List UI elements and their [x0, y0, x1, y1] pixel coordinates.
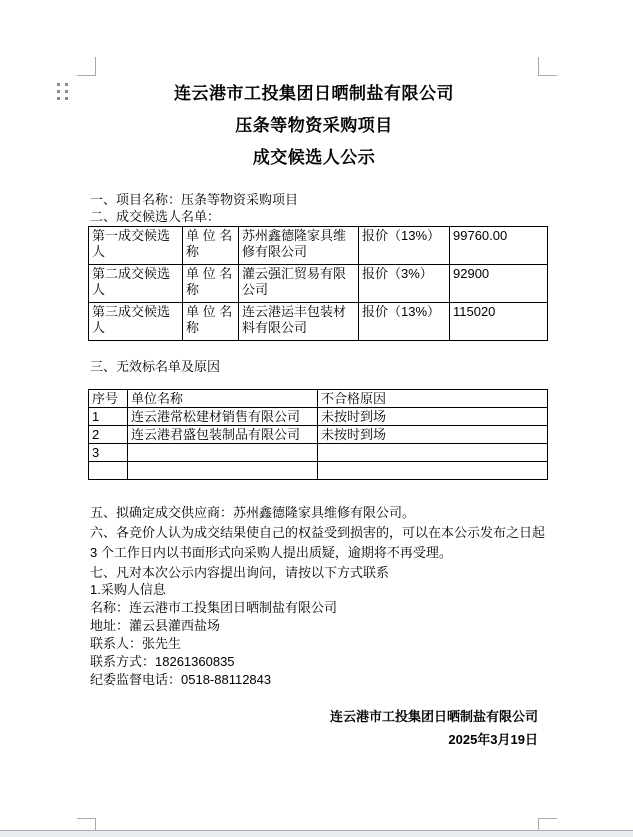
- company-cell: 苏州鑫德隆家具维修有限公司: [239, 227, 359, 265]
- doc-title-company: 连云港市工投集团日晒制盐有限公司: [174, 84, 454, 103]
- section-candidates-heading: 二、成交候选人名单：: [90, 209, 221, 224]
- unit-label-cell: 单 位 名 称: [183, 265, 239, 303]
- purchaser-heading: 1.采购人信息: [90, 582, 166, 597]
- quote-label-cell: 报价（13%）: [359, 303, 450, 341]
- table-row: [89, 462, 548, 480]
- reason-cell: [318, 444, 548, 462]
- margin-mark-top-left: [77, 57, 96, 76]
- amount-cell: 92900: [450, 265, 548, 303]
- signature-date: 2025年3月19日: [448, 732, 538, 747]
- quote-label-cell: 报价（3%）: [359, 265, 450, 303]
- table-row: [89, 444, 548, 462]
- table-row: [89, 426, 548, 444]
- seq-cell: 2: [89, 426, 128, 444]
- margin-mark-bottom-left: [77, 818, 96, 831]
- table-row: [89, 227, 548, 265]
- table-row: [89, 303, 548, 341]
- unit-label-cell: 单 位 名 称: [183, 303, 239, 341]
- title-block: [88, 78, 540, 174]
- notice-paragraphs: [90, 503, 545, 583]
- section-inquiry: 七、凡对本次公示内容提出询问，请按以下方式联系: [90, 565, 390, 580]
- margin-mark-top-right: [538, 57, 557, 76]
- doc-title-project: 压条等物资采购项目: [235, 116, 393, 135]
- seq-cell: 1: [89, 408, 128, 426]
- company-cell: 灌云强汇贸易有限公司: [239, 265, 359, 303]
- table-row: [89, 408, 548, 426]
- section-objection-line1: 六、各竞价人认为成交结果使自己的权益受到损害的，可以在本公示发布之日起: [90, 525, 546, 540]
- unit-label-cell: 单 位 名 称: [183, 227, 239, 265]
- drag-handle-icon[interactable]: [57, 83, 68, 101]
- company-cell: [128, 444, 318, 462]
- purchaser-info: [90, 581, 337, 689]
- doc-title-announcement: 成交候选人公示: [252, 148, 376, 167]
- candidate-rank-cell: 第二成交候选人: [89, 265, 183, 303]
- table-row: [89, 265, 548, 303]
- reason-cell: [318, 462, 548, 480]
- header-unit: 单位名称: [128, 390, 318, 408]
- reason-cell: 未按时到场: [318, 426, 548, 444]
- signature-block: [88, 705, 538, 751]
- section-supplier: 五、拟确定成交供应商：苏州鑫德隆家具维修有限公司。: [90, 505, 416, 520]
- signature-company: 连云港市工投集团日晒制盐有限公司: [329, 709, 538, 724]
- seq-cell: 3: [89, 444, 128, 462]
- company-cell: [128, 462, 318, 480]
- section-objection-line2: 3 个工作日内以书面形式向采购人提出质疑，逾期将不再受理。: [90, 545, 452, 560]
- section-invalid-heading: 三、无效标名单及原因: [90, 359, 221, 374]
- candidate-rank-cell: 第一成交候选人: [89, 227, 183, 265]
- seq-cell: [89, 462, 128, 480]
- header-seq: 序号: [89, 390, 128, 408]
- purchaser-contact: 联系人：张先生: [90, 636, 182, 651]
- quote-label-cell: 报价（13%）: [359, 227, 450, 265]
- company-cell: 连云港常松建材销售有限公司: [128, 408, 318, 426]
- candidate-rank-cell: 第三成交候选人: [89, 303, 183, 341]
- amount-cell: 99760.00: [450, 227, 548, 265]
- candidates-table: [88, 226, 548, 341]
- company-cell: 连云港运丰包装材料有限公司: [239, 303, 359, 341]
- table-header-row: [89, 390, 548, 408]
- company-cell: 连云港君盛包装制品有限公司: [128, 426, 318, 444]
- header-reason: 不合格原因: [318, 390, 548, 408]
- purchaser-phone: 联系方式：18261360835: [90, 654, 235, 669]
- section-project-name: 一、项目名称：压条等物资采购项目: [90, 192, 299, 207]
- purchaser-supervision-phone: 纪委监督电话：0518-88112843: [90, 672, 272, 687]
- purchaser-name: 名称：连云港市工投集团日晒制盐有限公司: [90, 600, 338, 615]
- reason-cell: 未按时到场: [318, 408, 548, 426]
- purchaser-address: 地址：灌云县灌西盐场: [90, 618, 221, 633]
- margin-mark-bottom-right: [538, 818, 557, 831]
- invalid-bids-table: [88, 389, 548, 480]
- amount-cell: 115020: [450, 303, 548, 341]
